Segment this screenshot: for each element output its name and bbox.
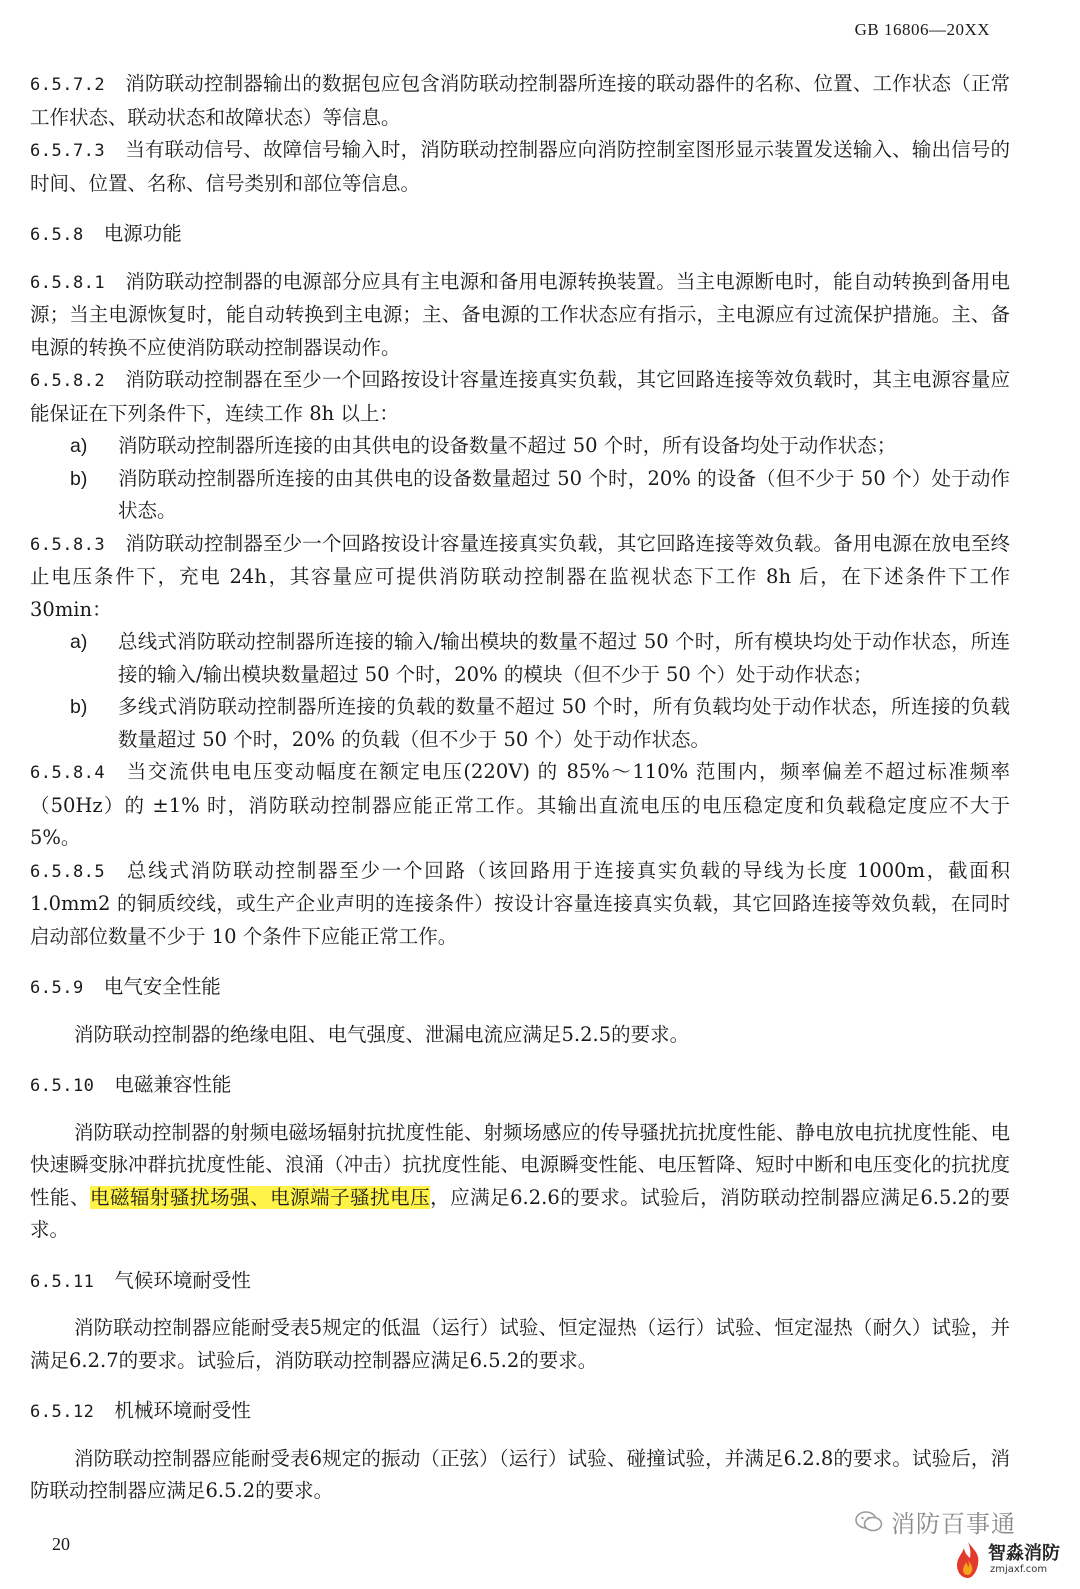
heading-title: 机械环境耐受性 (114, 1399, 251, 1422)
section-body (30, 1117, 1010, 1247)
list-item-label: b) (70, 696, 88, 718)
clause-text: 总线式消防联动控制器至少一个回路（该回路用于连接真实负载的导线为长度 1000m，截面积 1.0mm2 的铜质绞线，或生产企业声明的连接条件）按设计容量连接真实负载，其它回路连接等效负载，在同时启动部位数量不少于 10 个条件下应能正常工作。 (30, 858, 1010, 948)
heading-6-5-10 (30, 1069, 1010, 1103)
clause-number: 6.5.8.4 (30, 763, 106, 783)
heading-6-5-12 (30, 1395, 1010, 1429)
list-item-text: 多线式消防联动控制器所连接的负载的数量不超过 50 个时，所有负载均处于动作状态，所连接的负载数量超过 50 个时，20% 的负载（但不少于 50 个）处于动作状态。 (118, 695, 1010, 751)
list-item-label: a) (70, 435, 88, 457)
heading-number: 6.5.10 (30, 1076, 95, 1096)
watermark-text: 消防百事通 (891, 1510, 1016, 1538)
clause-text: 当交流供电电压变动幅度在额定电压(220V) 的 85%～110% 范围内，频率偏差不超过标准频率（50Hz）的 ±1% 时，消防联动控制器应能正常工作。其输出直流电压的电压稳定度和负载稳定度应不大于 5%。 (30, 760, 1010, 849)
document-body (30, 68, 1010, 1508)
watermark (855, 1504, 1016, 1539)
clause-number: 6.5.7.2 (30, 75, 106, 95)
heading-6-5-9 (30, 971, 1010, 1005)
list-item (30, 463, 1010, 528)
heading-title: 气候环境耐受性 (114, 1268, 251, 1292)
clause-text: 消防联动控制器至少一个回路按设计容量连接真实负载，其它回路连接等效负载。备用电源在放电至终止电压条件下，充电 24h，其容量应可提供消防联动控制器在监视状态下工作 8h 后，在下述条件下工作 30min： (30, 531, 1010, 621)
list-item (30, 626, 1010, 691)
section-body: 消防联动控制器应能耐受表5规定的低温（运行）试验、恒定湿热（运行）试验、恒定湿热（耐久）试验，并满足6.2.7的要求。试验后，消防联动控制器应满足6.5.2的要求。 (30, 1316, 1010, 1372)
clause-number: 6.5.8.3 (30, 534, 106, 555)
logo (950, 1538, 1060, 1586)
page-number: 20 (52, 1534, 70, 1554)
list-item-text: 消防联动控制器所连接的由其供电的设备数量不超过 50 个时，所有设备均处于动作状态； (118, 434, 897, 457)
body-text: 消防联动控制器的射频电磁场辐射抗扰度性能、射频场感应的传导骚扰抗扰度性能、静电放电抗扰度性能、电快速瞬变脉冲群抗扰度性能、浪涌（冲击）抗扰度性能、电源瞬变性能、电压暂降、短时中断和电压变化的抗扰度性能、 (30, 1120, 1011, 1209)
clause-6-5-8-4 (30, 756, 1010, 855)
heading-number: 6.5.11 (30, 1271, 95, 1292)
clause-number: 6.5.7.3 (30, 141, 106, 161)
wechat-icon (855, 1511, 883, 1533)
list-item-label: b) (70, 467, 88, 490)
heading-title: 电气安全性能 (103, 975, 221, 998)
highlighted-text: 电磁辐射骚扰场强、电源端子骚扰电压 (90, 1185, 431, 1209)
heading-number: 6.5.12 (30, 1402, 95, 1422)
list-item-text: 消防联动控制器所连接的由其供电的设备数量超过 50 个时，20% 的设备（但不少于 50 个）处于动作状态。 (118, 466, 1010, 522)
clause-6-5-8-1 (30, 266, 1010, 365)
body-text: ，应满足6.2.6的要求。试验后，消防联动控制器应满足6.5.2的要求。 (30, 1185, 1010, 1241)
section-body: 消防联动控制器应能耐受表6规定的振动（正弦）（运行）试验、碰撞试验，并满足6.2.8的要求。试验后，消防联动控制器应满足6.5.2的要求。 (30, 1446, 1010, 1502)
list-item (30, 430, 1010, 463)
heading-number: 6.5.8 (30, 225, 84, 245)
logo-text: 智淼消防 (988, 1543, 1060, 1564)
heading-6-5-8 (30, 218, 1010, 252)
clause-text: 消防联动控制器在至少一个回路按设计容量连接真实负载，其它回路连接等效负载时，其主电源容量应能保证在下列条件下，连续工作 8h 以上： (30, 368, 1010, 425)
list-item-label: a) (70, 631, 88, 653)
heading-6-5-11 (30, 1265, 1010, 1299)
heading-title: 电源功能 (103, 222, 182, 245)
clause-text: 当有联动信号、故障信号输入时，消防联动控制器应向消防控制室图形显示装置发送输入、输出信号的时间、位置、名称、信号类别和部位等信息。 (30, 138, 1010, 195)
heading-number: 6.5.9 (30, 978, 84, 998)
clause-number: 6.5.8.5 (30, 861, 106, 882)
standard-number: GB 16806—20XX (854, 20, 990, 39)
clause-text: 消防联动控制器的电源部分应具有主电源和备用电源转换装置。当主电源断电时，能自动转换到备用电源；当主电源恢复时，能自动转换到主电源；主、备电源的工作状态应有指示，主电源应有过流保护措施。主、备电源的转换不应使消防联动控制器误动作。 (30, 269, 1010, 359)
clause-6-5-8-3 (30, 528, 1010, 627)
clause-6-5-8-5 (30, 855, 1010, 954)
clause-6-5-7-3 (30, 134, 1010, 200)
list-item-text: 总线式消防联动控制器所连接的输入/输出模块的数量不超过 50 个时，所有模块均处于动作状态，所连接的输入/输出模块数量超过 50 个时，20% 的模块（但不少于 50 个）处于动作状态； (118, 630, 1010, 686)
clause-number: 6.5.8.1 (30, 272, 106, 293)
section-body: 消防联动控制器的绝缘电阻、电气强度、泄漏电流应满足5.2.5的要求。 (74, 1022, 690, 1046)
clause-text: 消防联动控制器输出的数据包应包含消防联动控制器所连接的联动器件的名称、位置、工作状态（正常工作状态、联动状态和故障状态）等信息。 (30, 72, 1010, 129)
clause-number: 6.5.8.2 (30, 371, 106, 391)
heading-title: 电磁兼容性能 (114, 1073, 232, 1096)
flame-logo-icon (950, 1540, 986, 1580)
list-item (30, 691, 1010, 756)
clause-6-5-7-2 (30, 68, 1010, 134)
logo-url: zmjaxf.com (990, 1564, 1048, 1575)
clause-6-5-8-2 (30, 364, 1010, 430)
